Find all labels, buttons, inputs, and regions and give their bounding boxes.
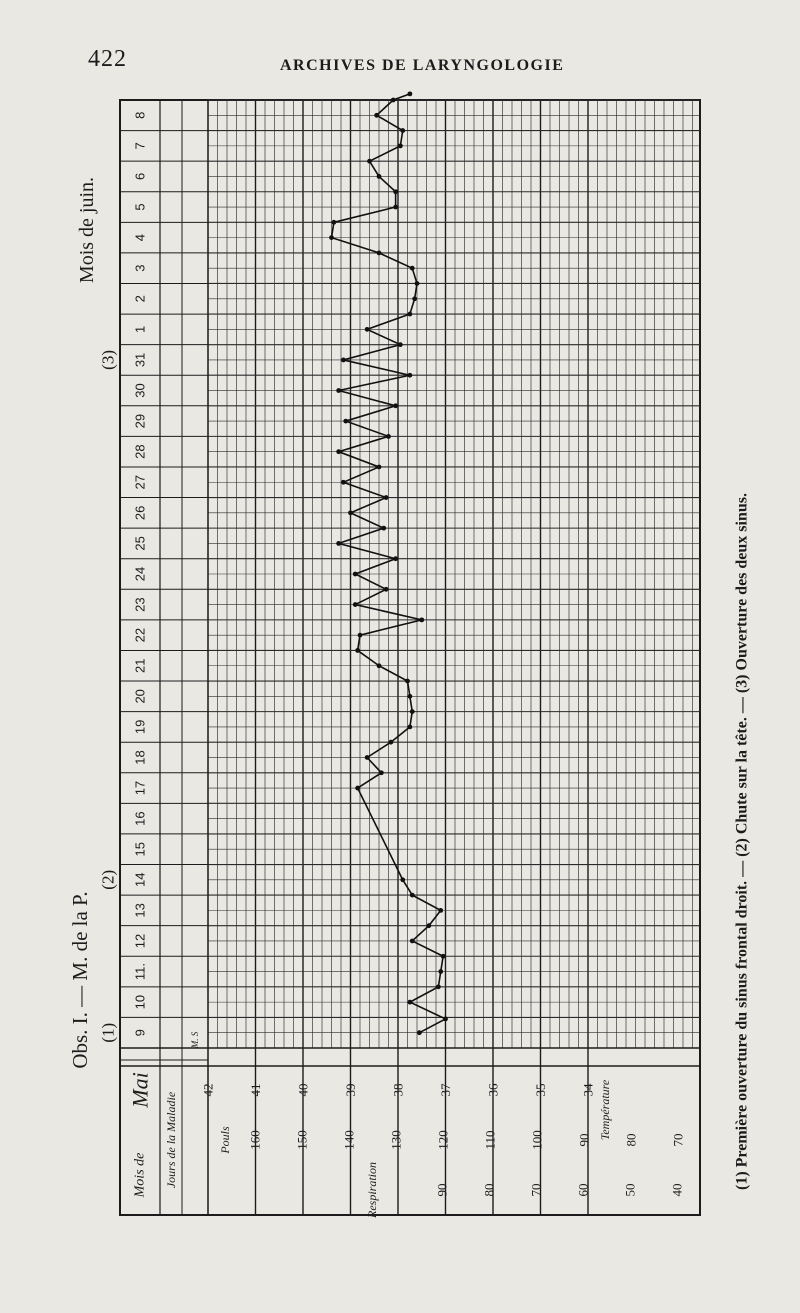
pulse-tick-label: 70 (670, 1133, 686, 1147)
date-label: 30 (132, 383, 148, 398)
temperature-point (410, 939, 415, 944)
respiration-tick-label: 80 (481, 1183, 497, 1197)
chart-header-rows (68, 100, 700, 1219)
temperature-point (407, 694, 412, 699)
date-label: 18 (132, 750, 148, 765)
temperature-point (410, 709, 415, 714)
temperature-point (391, 98, 396, 103)
temperature-point (405, 679, 410, 684)
date-label: 26 (132, 505, 148, 521)
temperature-point (400, 128, 405, 133)
temperature-axis-label: Température (598, 1079, 612, 1141)
temperature-point (365, 327, 370, 332)
date-label: 15 (132, 841, 148, 857)
temperature-point (410, 266, 415, 271)
month-june-label: Mois de juin. (76, 176, 98, 284)
temperature-point (393, 403, 398, 408)
temperature-point (341, 358, 346, 363)
temperature-point (388, 740, 393, 745)
temperature-point (386, 434, 391, 439)
pulse-tick-label: 160 (247, 1130, 263, 1150)
temperature-point (365, 755, 370, 760)
temperature-point (377, 251, 382, 256)
temperature-point (441, 954, 446, 959)
temperature-point (438, 969, 443, 974)
temperature-point (343, 419, 348, 424)
temperature-point (384, 587, 389, 592)
marker-label: (1) (98, 1022, 118, 1043)
footnote: (1) Première ouverture du sinus frontal droit. — (2) Chute sur la tête. — (3) Ouverture des deux sinus. (733, 492, 751, 1190)
date-label: 24 (132, 566, 148, 582)
respiration-axis-label: Respiration (365, 1162, 379, 1218)
temperature-point (353, 572, 358, 577)
temperature-point (407, 373, 412, 378)
date-label: 10 (132, 994, 148, 1010)
temperature-point (355, 648, 360, 653)
date-label: 17 (132, 780, 148, 796)
date-label: 3 (132, 264, 148, 272)
date-label: 27 (132, 475, 148, 490)
date-label: 4 (132, 233, 148, 242)
temperature-point (358, 633, 363, 638)
temperature-point (329, 235, 334, 240)
temperature-point (438, 908, 443, 913)
temperature-point (443, 1017, 448, 1022)
temperature-tick-label: 40 (295, 1083, 311, 1097)
pulse-tick-label: 110 (482, 1130, 498, 1150)
pulse-tick-label: 90 (576, 1133, 592, 1147)
date-label: 28 (132, 444, 148, 459)
temperature-point (353, 602, 358, 607)
temperature-point (436, 984, 441, 989)
temperature-point (384, 495, 389, 500)
temperature-point (398, 342, 403, 347)
temperature-point (407, 312, 412, 317)
temperature-tick-label: 35 (533, 1083, 548, 1097)
temperature-point (426, 923, 431, 928)
date-label: 11. (132, 962, 148, 981)
respiration-tick-label: 90 (434, 1183, 450, 1197)
date-label: 22 (132, 627, 148, 643)
date-label: 31 (132, 352, 148, 368)
temperature-point (381, 526, 386, 531)
pulse-axis-label: Pouls (218, 1126, 232, 1154)
temperature-tick-label: 41 (248, 1083, 263, 1097)
temperature-point (379, 770, 384, 775)
pulse-tick-label: 140 (341, 1130, 357, 1150)
temperature-point (367, 159, 372, 164)
temperature-tick-label: 38 (390, 1083, 406, 1097)
temperature-tick-label: 39 (343, 1083, 358, 1097)
date-label: 12 (132, 933, 148, 949)
pulse-tick-label: 150 (294, 1130, 310, 1150)
respiration-tick-label: 40 (669, 1183, 685, 1197)
date-label: 13 (132, 903, 148, 918)
page-number: 422 (88, 46, 127, 72)
running-head: ARCHIVES DE LARYNGOLOGIE (280, 57, 565, 74)
temperature-point (393, 556, 398, 561)
temperature-point (374, 113, 379, 118)
temperature-point (393, 205, 398, 210)
temperature-point (412, 296, 417, 301)
temperature-tick-label: 37 (438, 1083, 453, 1097)
date-label: 1 (132, 325, 148, 333)
temperature-point (410, 893, 415, 898)
temperature-point (407, 725, 412, 730)
temperature-point (377, 174, 382, 179)
temperature-point (415, 281, 420, 286)
temperature-point (400, 877, 405, 882)
date-label: 20 (132, 689, 148, 704)
date-label: 6 (132, 172, 148, 181)
date-label: 5 (132, 203, 148, 211)
temperature-tick-label: 34 (580, 1083, 596, 1097)
marker-label: (3) (98, 350, 118, 370)
date-label: 7 (132, 142, 148, 150)
temperature-point (331, 220, 336, 225)
respiration-tick-label: 50 (622, 1183, 638, 1197)
month-label-handwritten: Mai (127, 1072, 153, 1108)
respiration-tick-label: 60 (575, 1183, 591, 1197)
pulse-tick-label: 80 (623, 1133, 639, 1147)
temperature-point (407, 91, 412, 96)
days-row-label: Jours de la Maladie (164, 1091, 178, 1189)
temperature-point (336, 449, 341, 454)
temperature-point (377, 465, 382, 470)
date-label: 14 (132, 872, 148, 888)
date-label: 19 (132, 719, 148, 735)
temperature-point (341, 480, 346, 485)
temperature-point (355, 786, 360, 791)
temperature-tick-label: 42 (200, 1083, 216, 1097)
temperature-point (407, 1000, 412, 1005)
temperature-point (419, 617, 424, 622)
temperature-point (398, 143, 403, 148)
pulse-tick-label: 100 (529, 1130, 545, 1150)
date-label: 9 (132, 1029, 148, 1037)
marker-label: (2) (98, 869, 118, 890)
date-label: 2 (132, 295, 148, 303)
temperature-point (393, 189, 398, 194)
date-label: 29 (132, 413, 148, 429)
chart-captions (734, 493, 751, 1190)
temperature-tick-label: 36 (485, 1083, 501, 1097)
date-label: 25 (132, 536, 148, 551)
temperature-point (377, 663, 382, 668)
pulse-tick-label: 120 (435, 1130, 451, 1150)
temperature-point (348, 510, 353, 515)
temperature-point (417, 1030, 422, 1035)
temperature-point (336, 541, 341, 546)
respiration-tick-label: 70 (528, 1183, 544, 1197)
month-label: Mois de (132, 1152, 148, 1198)
ms-row-label: M. S (190, 1031, 200, 1049)
chart-title: Obs. I. — M. de la P. (68, 891, 92, 1069)
date-label: 16 (132, 811, 148, 826)
date-label: 8 (132, 111, 148, 119)
temperature-point (336, 388, 341, 393)
date-label: 23 (132, 597, 148, 612)
pulse-tick-label: 130 (388, 1130, 404, 1150)
date-label: 21 (132, 658, 148, 673)
